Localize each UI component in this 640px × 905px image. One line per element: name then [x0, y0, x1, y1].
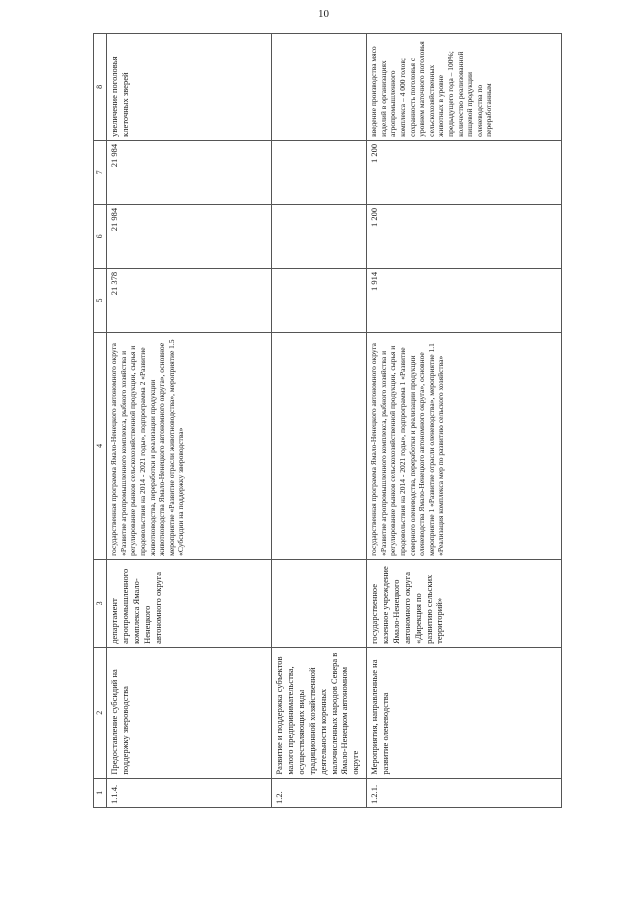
value-col-5 — [272, 268, 367, 332]
header-cell-1: 1 — [94, 778, 107, 807]
value-col-7 — [272, 140, 367, 204]
program-reference: государственная программа Ямало-Ненецкого автономного округа «Развитие агропромышленного комплекса, рыбного хозяйства и регулирование рынков сельскохозяйственной продукции, сырья и продовольствия на 2014 - 2021 годы», подпрограмма 2 «Развитие животноводства, переработки и реализации продукции животноводства Ямало-Ненецкого автономного округа», основное мероприятие «Развитие отрасли животноводства», мероприятие 1.5 «Субсидии на поддержку звероводства» — [107, 332, 272, 559]
executor: государственное казенное учреждение Ямало-Ненецкого автономного округа «Дирекция по развитию сельских территорий» — [367, 559, 562, 647]
header-cell-8: 8 — [94, 34, 107, 141]
header-cell-7: 7 — [94, 140, 107, 204]
value-col-6: 21 984 — [107, 204, 272, 268]
value-col-7: 1 200 — [367, 140, 562, 204]
table-row — [272, 34, 367, 808]
header-cell-2: 2 — [94, 647, 107, 778]
page-number: 10 — [318, 8, 329, 20]
table-row — [367, 34, 562, 808]
expected-result: введение производства мясо изделий в организациях агропромышленного комплекса – 4 000 голов; сохранность поголовья с уровнем маточного поголовья сельскохозяйственных животных в уровне предыдущего года – 100%; количество реализованной пищевой продукции оленеводства по переработанным — [367, 34, 562, 141]
row-number: 1.1.4. — [107, 778, 272, 807]
executor: департамент агропромышленного комплекса Ямало-Ненецкого автономного округа — [107, 559, 272, 647]
row-number: 1.2. — [272, 778, 367, 807]
program-reference — [272, 332, 367, 559]
value-col-5: 1 914 — [367, 268, 562, 332]
expected-result: увеличение поголовья клеточных зверей — [107, 34, 272, 141]
row-number: 1.2.1. — [367, 778, 562, 807]
header-cell-6: 6 — [94, 204, 107, 268]
value-col-7: 21 984 — [107, 140, 272, 204]
value-col-5: 21 378 — [107, 268, 272, 332]
value-col-6: 1 200 — [367, 204, 562, 268]
table-header-row — [94, 34, 107, 808]
executor — [272, 559, 367, 647]
activity-name: Предоставление субсидий на поддержку звероводства — [107, 647, 272, 778]
expected-result — [272, 34, 367, 141]
header-cell-5: 5 — [94, 268, 107, 332]
header-cell-3: 3 — [94, 559, 107, 647]
table-row — [107, 34, 272, 808]
header-cell-4: 4 — [94, 332, 107, 559]
value-col-6 — [272, 204, 367, 268]
rotated-table-container — [93, 33, 568, 808]
program-reference: государственная программа Ямало-Ненецкого автономного округа «Развитие агропромышленного комплекса, рыбного хозяйства и регулирование рынков сельскохозяйственной продукции, сырья и продовольствия на 2014 - 2021 годы», подпрограмма 1 «Развитие северного оленеводства, переработки и реализации продукции оленеводства Ямало-Ненецкого автономного округа», основное мероприятие 1 «Развитие отрасли оленеводства», мероприятие 1.1 «Реализация комплекса мер по развитию сельского хозяйства» — [367, 332, 562, 559]
activity-name: Мероприятия, направленные на развитие оленеводства — [367, 647, 562, 778]
activities-table — [93, 33, 562, 808]
activity-name: Развитие и поддержка субъектов малого предпринимательства, осуществляющих виды традиционной хозяйственной деятельности коренных малочисленных народов Севера в Ямало-Ненецком автономном округе — [272, 647, 367, 778]
